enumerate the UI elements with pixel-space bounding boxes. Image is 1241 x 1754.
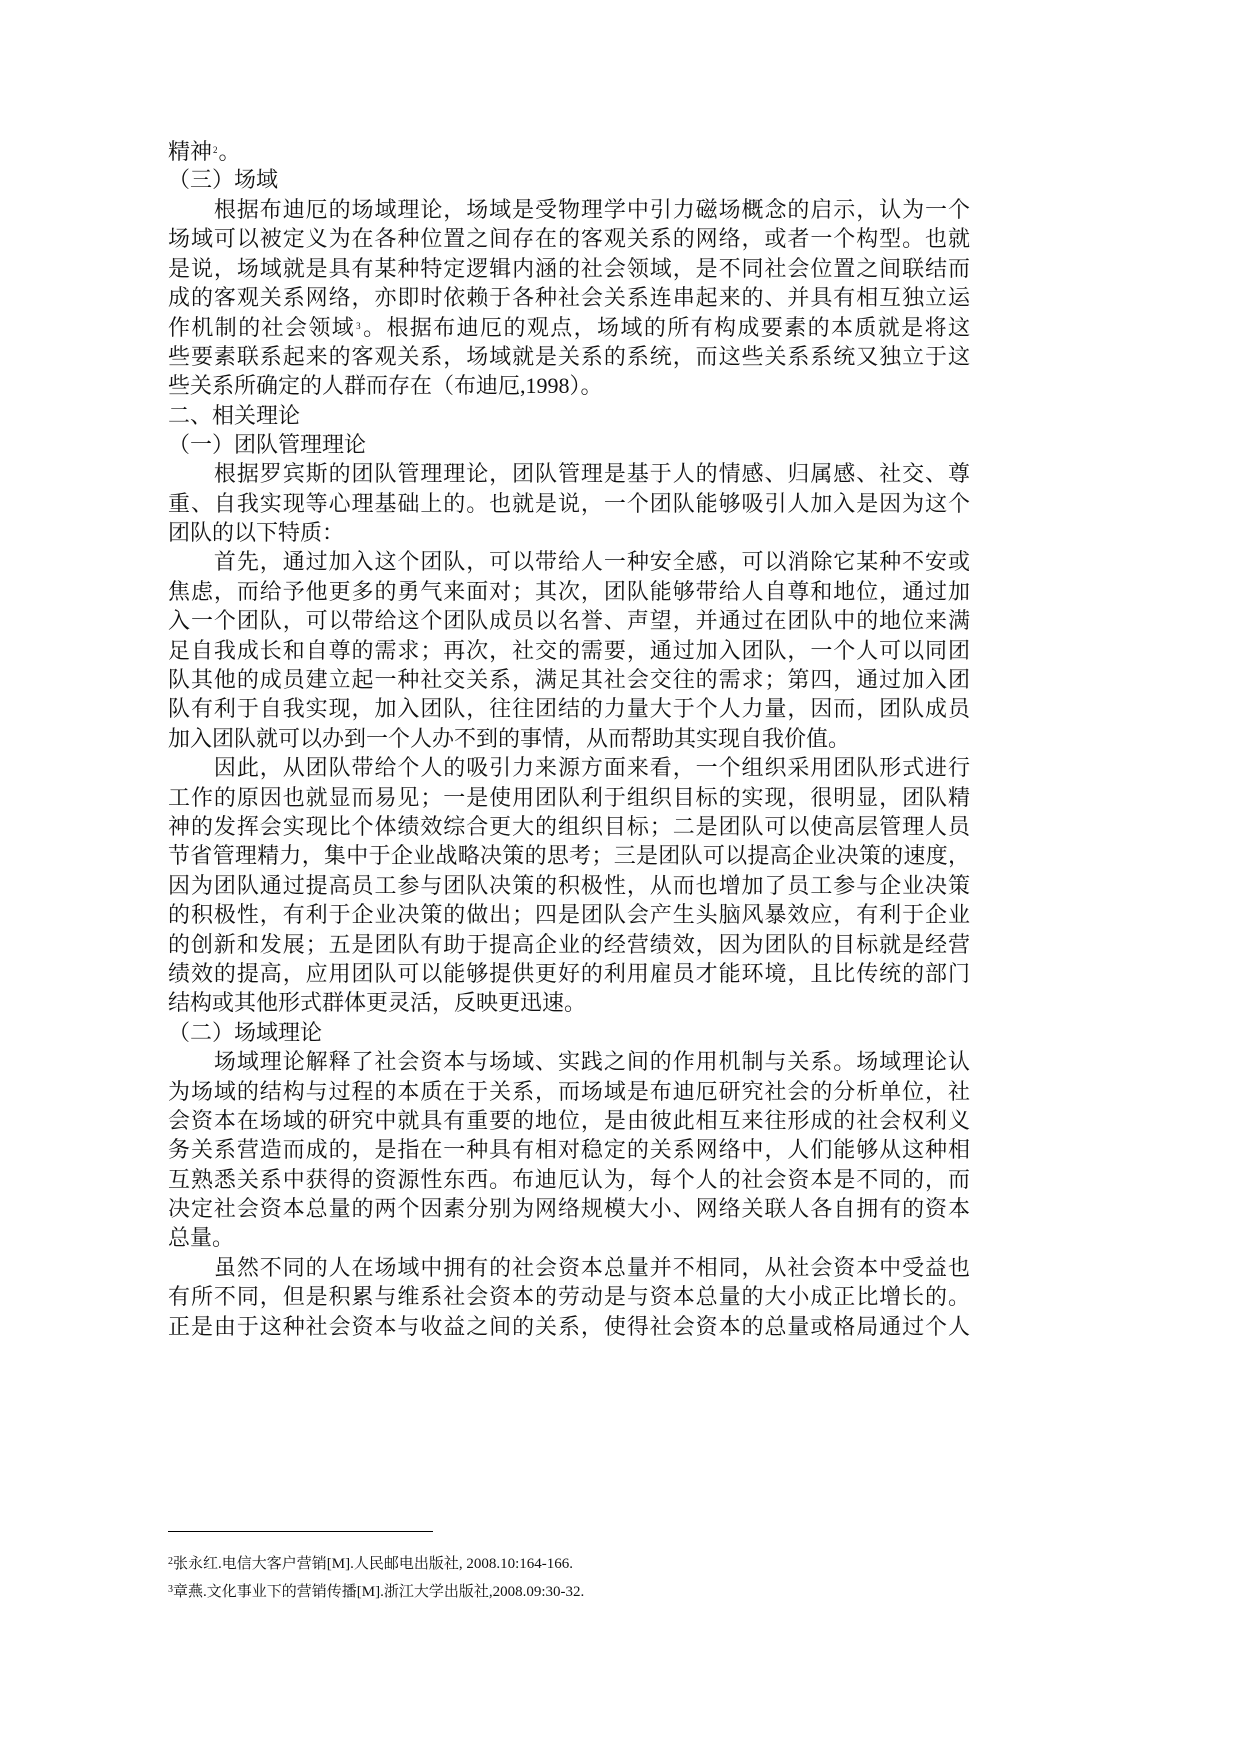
line-text: 根据罗宾斯的团队管理理论，团队管理是基于人的情感、归属感、社交、尊: [168, 461, 970, 487]
text-line: [168, 547, 970, 576]
text-line: [168, 459, 970, 488]
text-line: [168, 371, 970, 400]
footnote-number: 2: [168, 1556, 173, 1567]
text-line: [168, 1312, 970, 1341]
text-line: [168, 1077, 970, 1106]
text-line: [168, 1253, 970, 1282]
text-line: [168, 254, 970, 283]
line-text: 精神: [168, 139, 213, 164]
text-line: [168, 606, 970, 635]
line-text: 场域理论解释了社会资本与场域、实践之间的作用机制与关系。场域理论认: [168, 1049, 970, 1075]
text-line: [168, 165, 970, 194]
line-text: 会资本在场域的研究中就具有重要的地位，是由彼此相互来往形成的社会权利义: [168, 1107, 970, 1133]
line-text: 神的发挥会实现比个体绩效综合更大的组织目标；二是团队可以使高层管理人员: [168, 813, 970, 839]
text-line: [168, 430, 970, 459]
footnote-separator: [168, 1531, 433, 1532]
line-text: 总量。: [168, 1225, 235, 1251]
footnote-reference: 2: [213, 145, 218, 155]
document-body: [168, 136, 970, 1341]
line-text: 些关系所确定的人群而存在（布迪厄,1998）。: [168, 373, 603, 399]
text-line: [168, 283, 970, 312]
line-text: 是说，场域就是具有某种特定逻辑内涵的社会领域，是不同社会位置之间联结而: [168, 255, 970, 281]
text-line: [168, 195, 970, 224]
line-text: 务关系营造而成的，是指在一种具有相对稳定的关系网络中，人们能够从这种相: [168, 1137, 970, 1163]
line-text: 决定社会资本总量的两个因素分别为网络规模大小、网络关联人各自拥有的资本: [168, 1196, 970, 1222]
line-text: 互熟悉关系中获得的资源性东西。布迪厄认为，每个人的社会资本是不同的，而: [168, 1166, 970, 1192]
footnote-text: 章燕.文化事业下的营销传播[M].浙江大学出版社,2008.09:30-32.: [173, 1584, 585, 1600]
line-text: 有所不同，但是积累与维系社会资本的劳动是与资本总量的大小成正比增长的。: [168, 1284, 970, 1310]
line-text: 因此，从团队带给个人的吸引力来源方面来看，一个组织采用团队形式进行: [168, 755, 970, 781]
line-text: 的积极性，有利于企业决策的做出；四是团队会产生头脑风暴效应，有利于企业: [168, 902, 970, 928]
footnote-3: [168, 1581, 584, 1601]
footnote-2: [168, 1553, 573, 1573]
text-line: [168, 1106, 970, 1135]
line-text: 工作的原因也就显而易见；一是使用团队利于组织目标的实现，很明显，团队精: [168, 784, 970, 810]
line-text: 的创新和发展；五是团队有助于提高企业的经营绩效，因为团队的目标就是经营: [168, 931, 970, 957]
line-text: 节省管理精力，集中于企业战略决策的思考；三是团队可以提高企业决策的速度，: [168, 843, 970, 869]
text-line: [168, 577, 970, 606]
text-line: [168, 1223, 970, 1252]
line-text-tail: 。: [218, 139, 241, 164]
line-text: 作机制的社会领域: [168, 315, 356, 341]
line-text: 队有利于自我实现，加入团队，往往团结的力量大于个人力量，因而，团队成员: [168, 696, 970, 722]
text-line: [168, 724, 970, 753]
line-text: 因为团队通过提高员工参与团队决策的积极性，从而也增加了员工参与企业决策: [168, 872, 970, 898]
footnote-reference: 3: [356, 321, 361, 332]
line-text: 为场域的结构与过程的本质在于关系，而场域是布迪厄研究社会的分析单位，社: [168, 1078, 970, 1104]
line-text: 入一个团队，可以带给这个团队成员以名誉、声望，并通过在团队中的地位来满: [168, 608, 970, 634]
text-line: [168, 1282, 970, 1311]
text-line: [168, 1047, 970, 1076]
line-text: 结构或其他形式群体更灵活，反映更迅速。: [168, 990, 587, 1016]
text-line: [168, 1165, 970, 1194]
line-text: （一）团队管理理论: [168, 431, 367, 457]
line-text: 正是由于这种社会资本与收益之间的关系，使得社会资本的总量或格局通过个人: [168, 1313, 970, 1339]
text-line: [168, 518, 970, 547]
line-text: 成的客观关系网络，亦即时依赖于各种社会关系连串起来的、并具有相互独立运: [168, 284, 970, 310]
text-line: [168, 988, 970, 1017]
line-text: 加入团队就可以办到一个人办不到的事情，从而帮助其实现自我价值。: [168, 725, 851, 751]
text-line: [168, 783, 970, 812]
line-text: 虽然不同的人在场域中拥有的社会资本总量并不相同，从社会资本中受益也: [168, 1254, 970, 1280]
line-text: 足自我成长和自尊的需求；再次，社交的需要，通过加入团队，一个人可以同团: [168, 637, 970, 663]
text-line: [168, 136, 970, 165]
line-text: 根据布迪厄的场域理论，场域是受物理学中引力磁场概念的启示，认为一个: [168, 196, 970, 222]
text-line: [168, 489, 970, 518]
text-line: [168, 812, 970, 841]
line-text: 场域可以被定义为在各种位置之间存在的客观关系的网络，或者一个构型。也就: [168, 226, 970, 252]
text-line: [168, 900, 970, 929]
line-text-tail: 。根据布迪厄的观点，场域的所有构成要素的本质就是将这: [361, 315, 970, 341]
line-text: 团队的以下特质：: [168, 520, 345, 546]
line-text: 些要素联系起来的客观关系，场域就是关系的系统，而这些关系系统又独立于这: [168, 343, 970, 369]
line-text: 焦虑，而给予他更多的勇气来面对；其次，团队能够带给人自尊和地位，通过加: [168, 578, 970, 604]
line-text: 绩效的提高，应用团队可以能够提供更好的利用雇员才能环境，且比传统的部门: [168, 960, 970, 986]
line-text: 重、自我实现等心理基础上的。也就是说，一个团队能够吸引人加入是因为这个: [168, 490, 970, 516]
text-line: [168, 871, 970, 900]
text-line: [168, 312, 970, 341]
text-line: [168, 342, 970, 371]
text-line: [168, 959, 970, 988]
line-text: （三）场域: [168, 167, 279, 193]
footnote-number: 3: [168, 1584, 173, 1595]
line-text: 首先，通过加入这个团队，可以带给人一种安全感，可以消除它某种不安或: [168, 549, 970, 575]
text-line: [168, 665, 970, 694]
footnote-text: 张永红.电信大客户营销[M].人民邮电出版社, 2008.10:164-166.: [173, 1556, 573, 1572]
text-line: [168, 636, 970, 665]
text-line: [168, 1135, 970, 1164]
line-text: （二）场域理论: [168, 1019, 323, 1045]
text-line: [168, 694, 970, 723]
text-line: [168, 841, 970, 870]
line-text: 队其他的成员建立起一种社交关系，满足其社会交往的需求；第四，通过加入团: [168, 667, 970, 693]
text-line: [168, 753, 970, 782]
text-line: [168, 401, 970, 430]
text-line: [168, 1194, 970, 1223]
text-line: [168, 930, 970, 959]
text-line: [168, 1018, 970, 1047]
text-line: [168, 224, 970, 253]
line-text: 二、相关理论: [168, 402, 301, 428]
